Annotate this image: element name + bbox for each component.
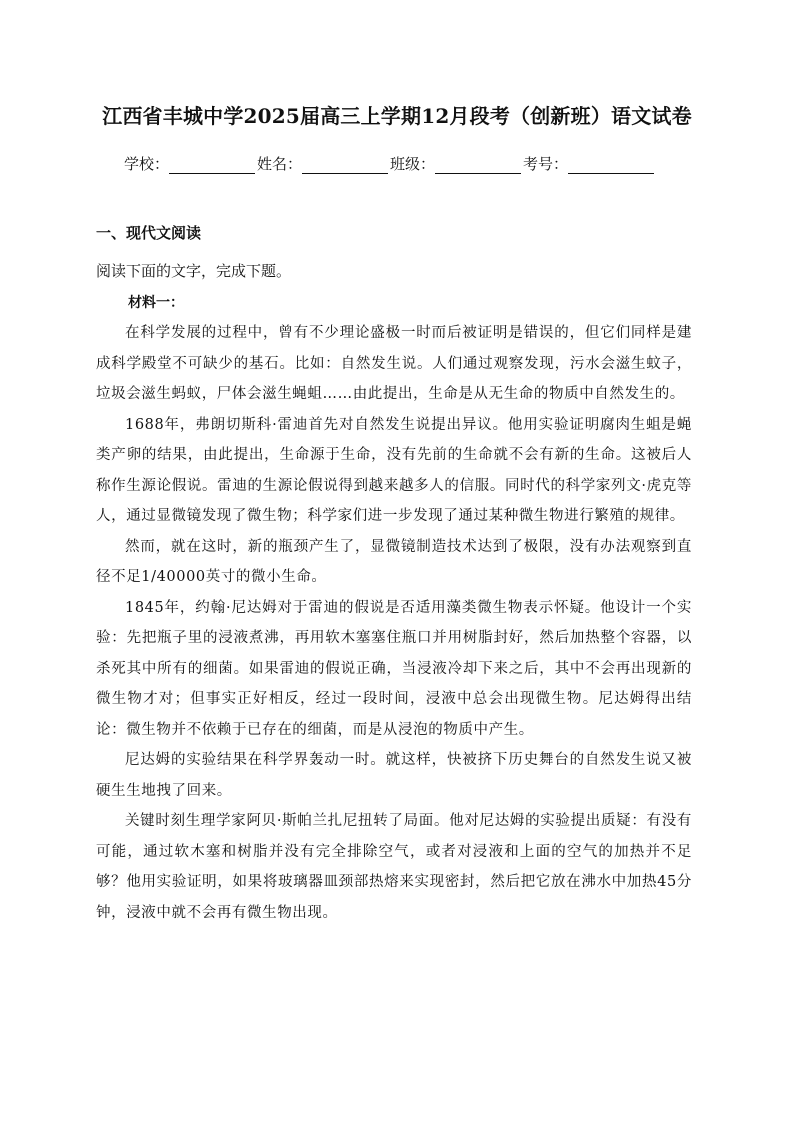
exam-number-label: 考号：: [523, 155, 569, 173]
exam-title: 江西省丰城中学2025届高三上学期12月段考（创新班）语文试卷: [102, 104, 692, 128]
paragraph: 尼达姆的实验结果在科学界轰动一时。就这样，快被挤下历史舞台的自然发生说又被硬生生地拽了回来。: [96, 752, 692, 799]
class-blank[interactable]: [435, 157, 521, 174]
name-label: 姓名：: [257, 155, 303, 173]
paragraph: 在科学发展的过程中，曾有不少理论盛极一时而后被证明是错误的，但它们同样是建成科学殿堂不可缺少的基石。比如：自然发生说。人们通过观察发现，污水会滋生蚊子，垃圾会滋生蚂蚁，尸体会滋生蝇蛆……由此提出，生命是从无生命的物质中自然发生的。: [96, 325, 692, 402]
paragraph: 1845年，约翰·尼达姆对于雷迪的假说是否适用藻类微生物表示怀疑。他设计一个实验：先把瓶子里的浸液煮沸，再用软木塞塞住瓶口并用树脂封好，然后加热整个容器，以杀死其中所有的细菌。如果雷迪的假说正确，当浸液冷却下来之后，其中不会再出现新的微生物才对；但事实正好相反，经过一段时间，浸液中总会出现微生物。尼达姆得出结论：微生物并不依赖于已存在的细菌，而是从浸泡的物质中产生。: [96, 599, 692, 738]
section-heading: 一、现代文阅读: [96, 224, 202, 242]
class-label: 班级：: [390, 155, 436, 173]
exam-number-blank[interactable]: [568, 157, 654, 174]
student-info-row: [124, 153, 684, 174]
reading-instruction: 阅读下面的文字，完成下题。: [96, 262, 292, 280]
material-text: [96, 318, 692, 928]
school-label: 学校：: [124, 155, 170, 173]
name-blank[interactable]: [302, 157, 388, 174]
school-blank[interactable]: [169, 157, 255, 174]
paragraph: 然而，就在这时，新的瓶颈产生了，显微镜制造技术达到了极限，没有办法观察到直径不足1/40000英寸的微小生命。: [96, 538, 692, 585]
material-label: 材料一：: [128, 295, 184, 311]
paragraph: 1688年，弗朗切斯科·雷迪首先对自然发生说提出异议。他用实验证明腐肉生蛆是蝇类产卵的结果，由此提出，生命源于生命，没有先前的生命就不会有新的生命。这被后人称作生源论假说。雷迪的生源论假说得到越来越多人的信服。同时代的科学家列文·虎克等人，通过显微镜发现了微生物；科学家们进一步发现了通过某种微生物进行繁殖的规律。: [96, 416, 692, 524]
paragraph: 关键时刻生理学家阿贝·斯帕兰扎尼扭转了局面。他对尼达姆的实验提出质疑：有没有可能，通过软木塞和树脂并没有完全排除空气，或者对浸液和上面的空气的加热并不足够？他用实验证明，如果将玻璃器皿颈部热熔来实现密封，然后把它放在沸水中加热45分钟，浸液中就不会再有微生物出现。: [96, 813, 692, 921]
